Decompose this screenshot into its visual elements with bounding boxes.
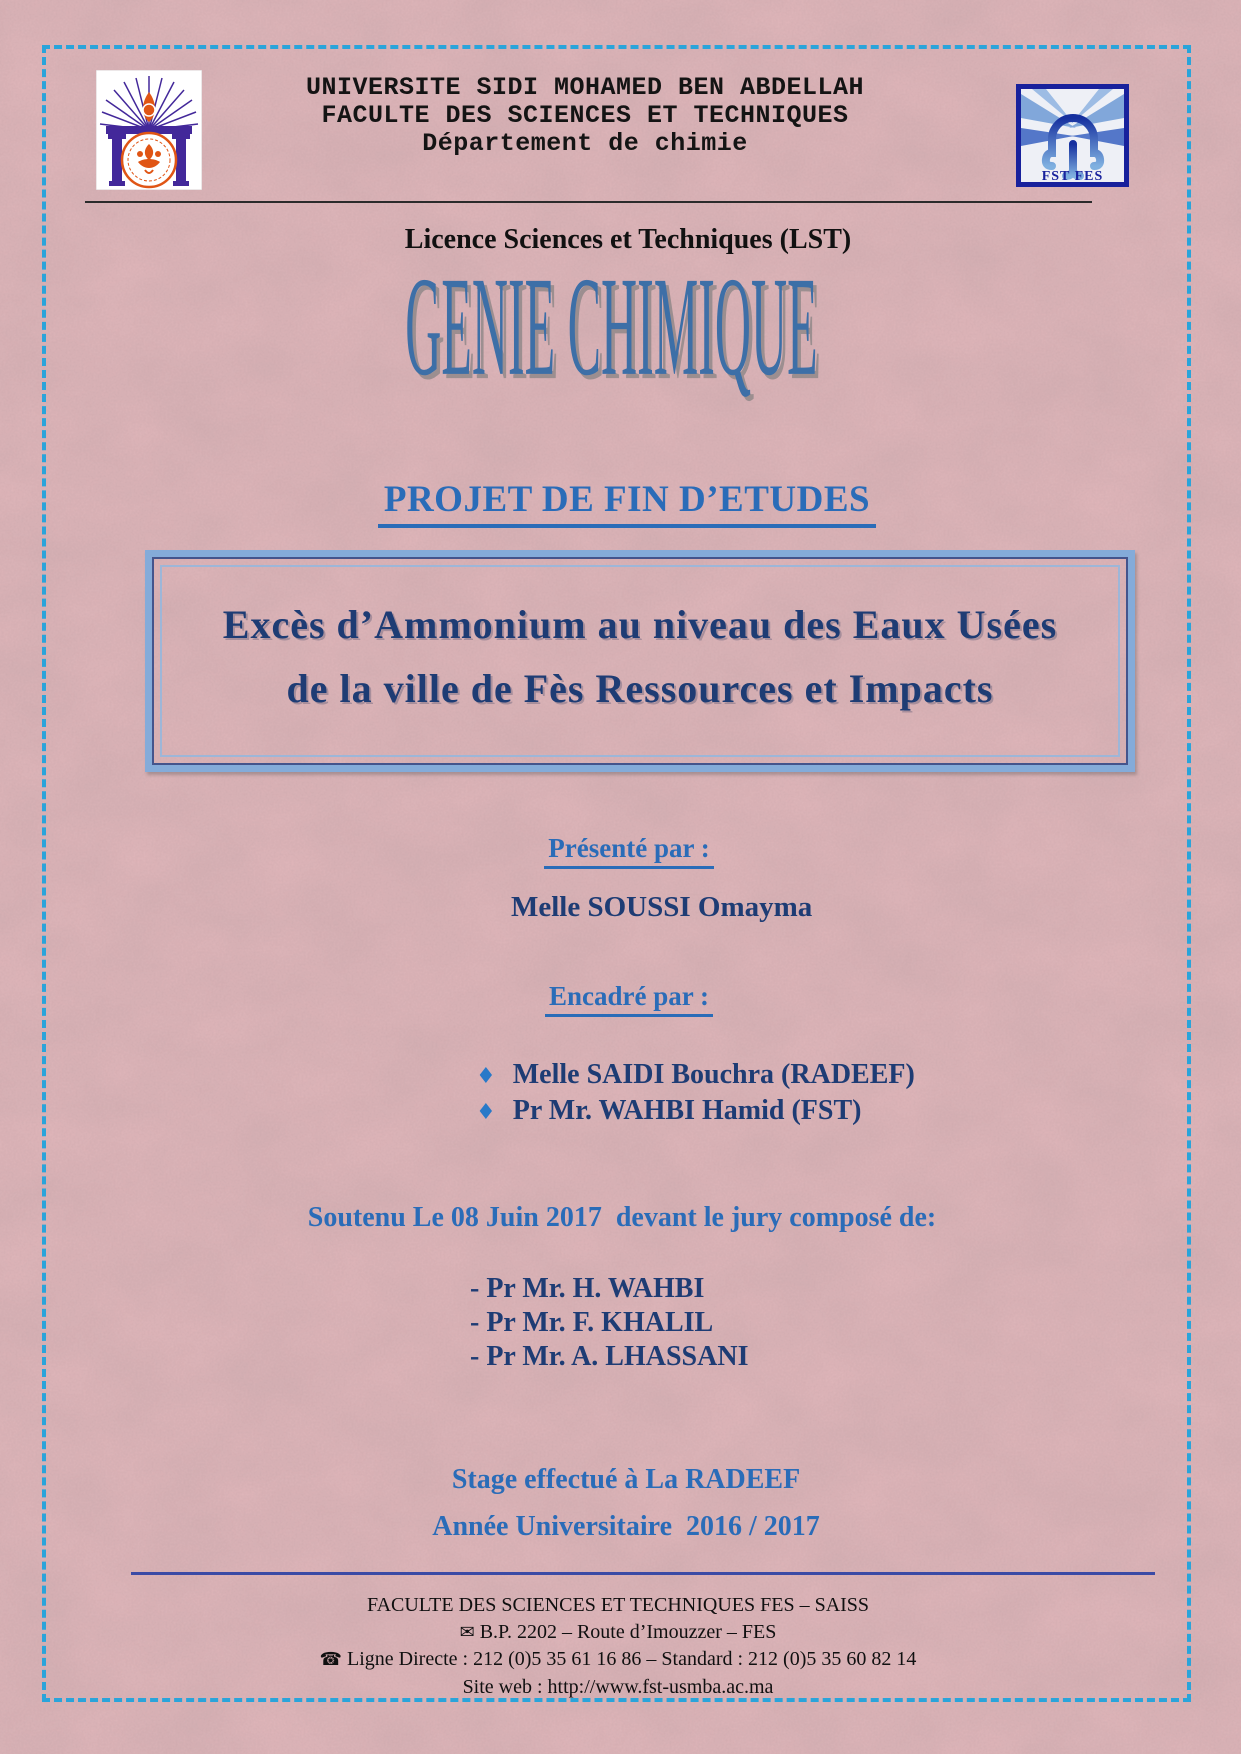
- footer-address-text: B.P. 2202 – Route d’Imouzzer – FES: [479, 1620, 777, 1643]
- phone-icon: ☎: [319, 1649, 343, 1670]
- presented-by-name: Melle SOUSSI Omayma: [511, 891, 813, 923]
- footer-phone-text: Ligne Directe : 212 (0)5 35 61 16 86 – Standard : 212 (0)5 35 60 82 14: [347, 1648, 917, 1670]
- university-crest-logo: [96, 70, 202, 190]
- diamond-bullet-icon: ♦: [476, 1100, 496, 1125]
- thesis-title-line-2: de la ville de Fès Ressources et Impacts: [286, 666, 994, 711]
- fst-fes-logo: [1016, 84, 1129, 187]
- footer-block: [45, 1592, 1191, 1700]
- supervisor-name: Pr Mr. WAHBI Hamid (FST): [512, 1095, 862, 1126]
- diamond-bullet-icon: ♦: [476, 1064, 496, 1089]
- footer-divider: [131, 1572, 1155, 1575]
- defense-intro-line: Soutenu Le 08 Juin 2017 devant le jury composé de:: [307, 1202, 937, 1233]
- report-type-heading: PROJET DE FIN D’ETUDES: [62, 478, 1192, 528]
- footer-address-line: [45, 1619, 1191, 1647]
- footer-faculty-line: FACULTE DES SCIENCES ET TECHNIQUES FES – SAISS: [366, 1594, 870, 1616]
- header-line-department: Département de chimie: [422, 129, 748, 158]
- program-title: Licence Sciences et Techniques (LST): [404, 224, 852, 255]
- header-line-university: UNIVERSITE SIDI MOHAMED BEN ABDELLAH: [305, 73, 865, 102]
- supervisor-list: [476, 1058, 915, 1130]
- mail-icon: ✉: [459, 1621, 475, 1643]
- jury-list: [470, 1272, 748, 1374]
- footer-website-line: Site web : http://www.fst-usmba.ac.ma: [462, 1675, 774, 1698]
- internship-line: Stage effectué à La RADEEF: [451, 1464, 801, 1495]
- supervisor-name: Melle SAIDI Bouchra (RADEEF): [512, 1059, 915, 1090]
- jury-member: - Pr Mr. H. WAHBI: [470, 1273, 705, 1304]
- header-line-faculty: FACULTE DES SCIENCES ET TECHNIQUES: [321, 101, 849, 130]
- presented-by-label: Présenté par :: [64, 833, 1194, 869]
- wordart-text: GENIE CHIMIQUE: [404, 247, 818, 406]
- thesis-title-box: [145, 550, 1135, 772]
- academic-year-line: Année Universitaire 2016 / 2017: [432, 1511, 820, 1542]
- thesis-title-line-1: Excès d’Ammonium au niveau des Eaux Usées: [222, 602, 1058, 647]
- supervisor-item: [476, 1094, 915, 1130]
- header-divider: [85, 201, 1092, 203]
- footer-phone-line: [45, 1646, 1191, 1674]
- supervisor-item: [476, 1058, 915, 1094]
- thesis-title-box-inner: [160, 565, 1120, 757]
- jury-member: - Pr Mr. F. KHALIL: [470, 1307, 714, 1338]
- header-institution-block: [240, 74, 930, 158]
- fst-logo-text: FST FES: [1041, 169, 1104, 184]
- supervised-by-label: Encadré par :: [64, 981, 1194, 1017]
- jury-member: - Pr Mr. A. LHASSANI: [470, 1341, 749, 1372]
- wordart-specialty-title: [0, 247, 1222, 406]
